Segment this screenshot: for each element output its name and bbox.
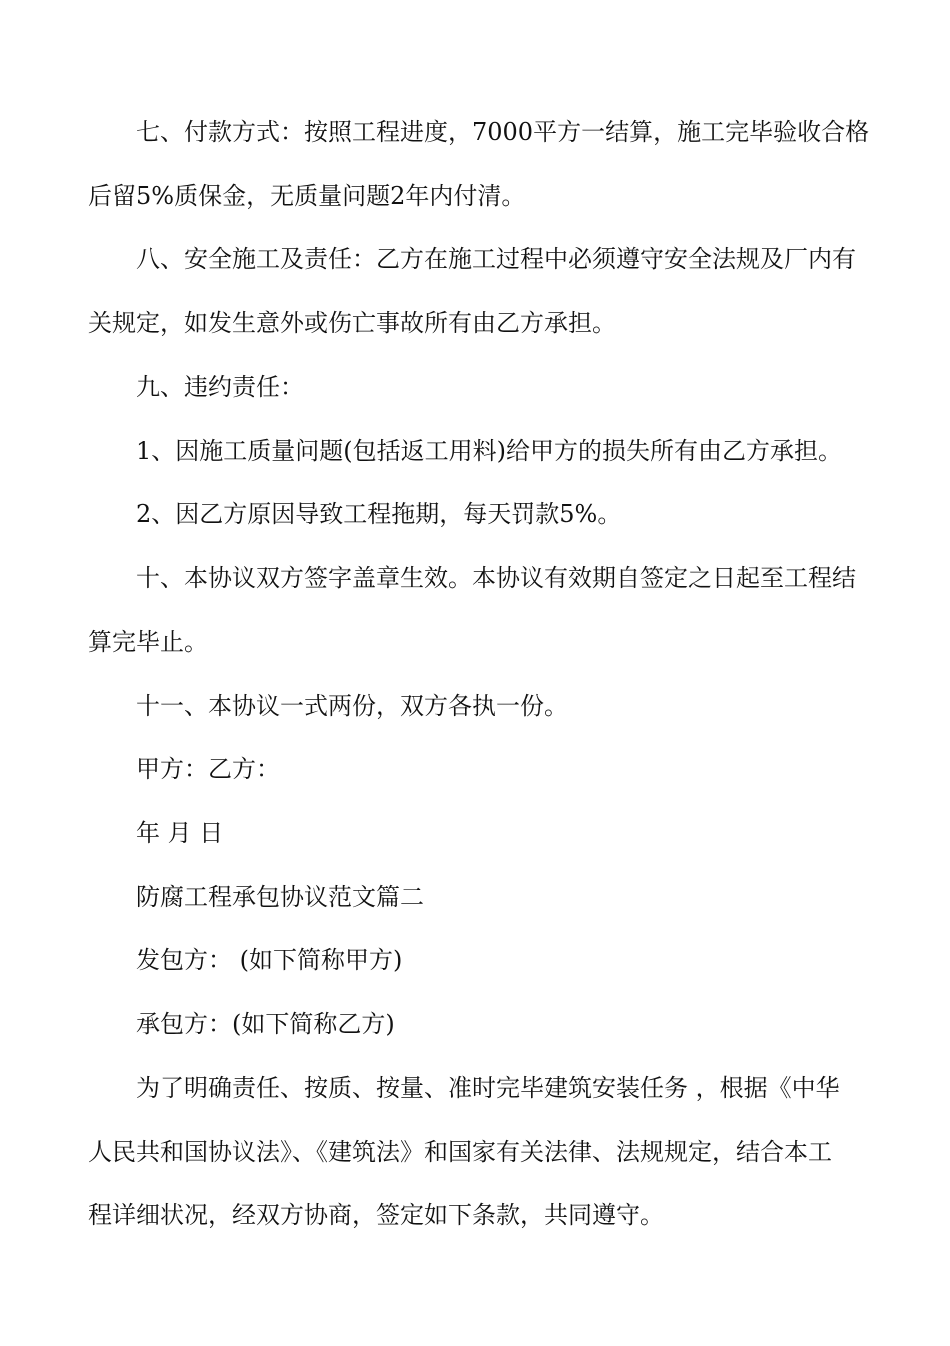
signature-date: 年 月 日: [136, 819, 224, 847]
clause-7-line-2: 后留5%质保金，无质量问题2年内付清。: [88, 182, 526, 210]
clause-8-line-1: 八、安全施工及责任：乙方在施工过程中必须遵守安全法规及厂内有: [136, 245, 856, 273]
preamble-line-3: 程详细状况，经双方协商，签定如下条款，共同遵守。: [88, 1201, 664, 1229]
clause-10-line-1: 十、本协议双方签字盖章生效。本协议有效期自签定之日起至工程结: [136, 564, 856, 592]
preamble-line-2: 人民共和国协议法》、《建筑法》和国家有关法律、法规规定，结合本工: [88, 1138, 832, 1166]
clause-7-line-1: 七、付款方式：按照工程进度，7000平方一结算，施工完毕验收合格: [136, 118, 870, 146]
contractor-line: 承包方：(如下简称乙方): [136, 1010, 395, 1038]
clause-9-item-1: 1、因施工质量问题(包括返工用料)给甲方的损失所有由乙方承担。: [136, 437, 842, 465]
clause-10-line-2: 算完毕止。: [88, 628, 208, 656]
signature-parties: 甲方：乙方：: [136, 755, 280, 783]
clause-9-item-2: 2、因乙方原因导致工程拖期，每天罚款5%。: [136, 500, 622, 528]
clause-11: 十一、本协议一式两份，双方各执一份。: [136, 692, 568, 720]
section-title-part-2: 防腐工程承包协议范文篇二: [136, 883, 424, 911]
clause-9-heading: 九、违约责任：: [136, 373, 304, 401]
preamble-line-1: 为了明确责任、按质、按量、准时完毕建筑安装任务 ，根据《中华: [136, 1074, 840, 1102]
employer-line: 发包方： (如下简称甲方): [136, 946, 403, 974]
clause-8-line-2: 关规定，如发生意外或伤亡事故所有由乙方承担。: [88, 309, 616, 337]
